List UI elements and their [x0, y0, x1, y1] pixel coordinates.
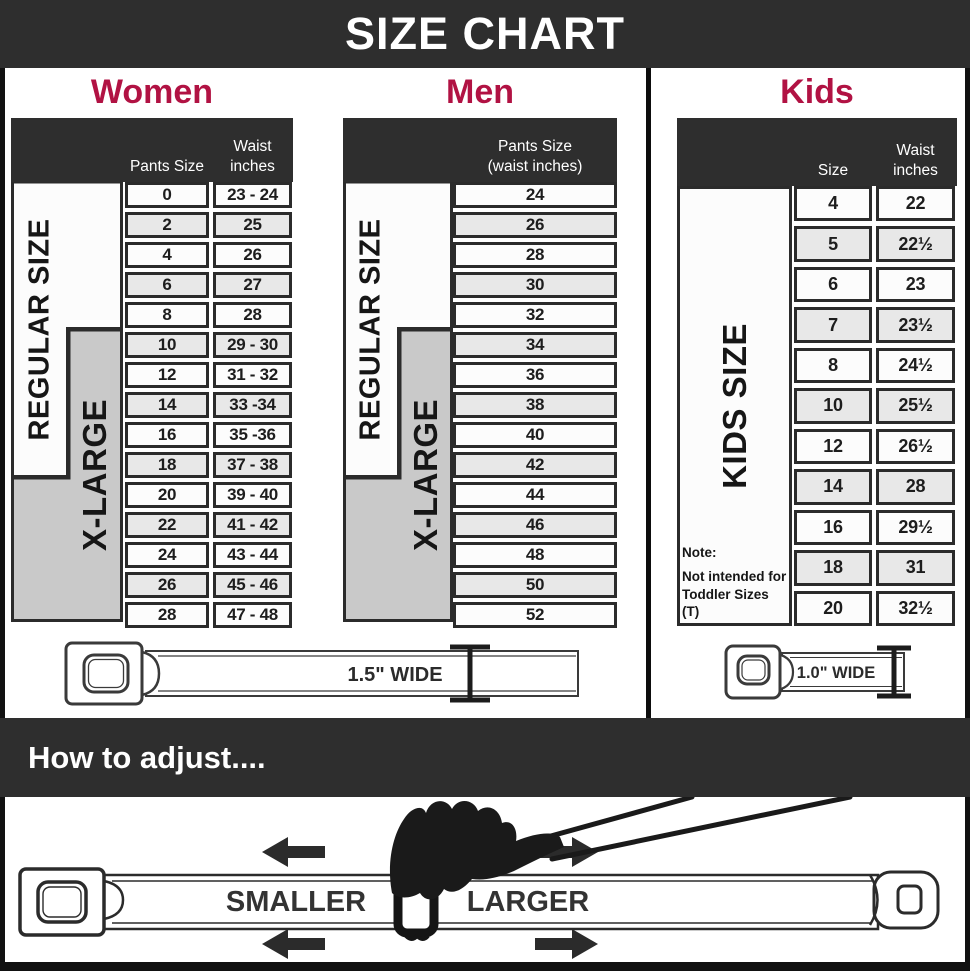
- table-cell: 18: [125, 452, 209, 478]
- women-pants-size-header: Pants Size: [129, 157, 205, 175]
- table-cell: 26: [453, 212, 617, 238]
- kids-size-column: [794, 186, 872, 626]
- kids-waist-column: [876, 186, 955, 626]
- table-cell: 22: [876, 186, 955, 221]
- table-cell: 52: [453, 602, 617, 628]
- belt-tip-hole: [898, 886, 921, 913]
- women-table-header: [11, 118, 293, 182]
- table-cell: 46: [453, 512, 617, 538]
- table-cell: 20: [125, 482, 209, 508]
- table-cell: 36: [453, 362, 617, 388]
- adult-belt-illustration: [58, 640, 592, 710]
- women-x-large-label: X-LARGE: [76, 399, 113, 551]
- men-pants-size-column: [453, 182, 617, 622]
- men-size-group-shapes: [343, 182, 453, 622]
- kids-waist-header: Waist inches: [893, 142, 938, 179]
- men-pants-size-header: Pants Size (waist inches): [487, 138, 583, 175]
- table-cell: 26: [125, 572, 209, 598]
- table-cell: 14: [125, 392, 209, 418]
- table-cell: 47 - 48: [213, 602, 292, 628]
- table-cell: 26: [213, 242, 292, 268]
- table-cell: 20: [794, 591, 872, 626]
- table-cell: 24½: [876, 348, 955, 383]
- table-cell: 31 - 32: [213, 362, 292, 388]
- table-cell: 23 - 24: [213, 182, 292, 208]
- table-cell: 38: [453, 392, 617, 418]
- kids-belt-width-label: 1.0" WIDE: [796, 664, 876, 682]
- kids-size-label: KIDS SIZE: [715, 323, 753, 489]
- section-title-kids: Kids: [780, 72, 854, 111]
- table-cell: 29½: [876, 510, 955, 545]
- frame-bottom-border: [0, 962, 970, 971]
- table-cell: 33 -34: [213, 392, 292, 418]
- table-cell: 8: [794, 348, 872, 383]
- table-cell: 24: [125, 542, 209, 568]
- adult-belt-width-label: 1.5" WIDE: [347, 664, 443, 686]
- title-banner: [0, 0, 970, 68]
- table-cell: 16: [125, 422, 209, 448]
- section-title-men: Men: [446, 72, 514, 111]
- table-cell: 18: [794, 550, 872, 585]
- women-pants-size-column: [125, 182, 209, 622]
- table-cell: 7: [794, 307, 872, 342]
- table-cell: 14: [794, 469, 872, 504]
- table-cell: 12: [794, 429, 872, 464]
- table-cell: 4: [125, 242, 209, 268]
- table-cell: 16: [794, 510, 872, 545]
- table-cell: 34: [453, 332, 617, 358]
- kids-note: Note: Not intended for Toddler Sizes (T): [682, 544, 787, 620]
- table-cell: 45 - 46: [213, 572, 292, 598]
- table-cell: 28: [876, 469, 955, 504]
- table-cell: 2: [125, 212, 209, 238]
- table-cell: 28: [213, 302, 292, 328]
- men-table-body: [343, 182, 617, 622]
- table-cell: 24: [453, 182, 617, 208]
- table-cell: 23: [876, 267, 955, 302]
- women-waist-column: [213, 182, 292, 622]
- table-cell: 28: [453, 242, 617, 268]
- kids-size-table: [677, 118, 957, 626]
- page-title: SIZE CHART: [345, 8, 625, 59]
- table-cell: 10: [125, 332, 209, 358]
- table-cell: 8: [125, 302, 209, 328]
- men-regular-size-label: REGULAR SIZE: [354, 218, 387, 441]
- table-cell: 39 - 40: [213, 482, 292, 508]
- table-cell: 35 -36: [213, 422, 292, 448]
- table-cell: 44: [453, 482, 617, 508]
- larger-label: LARGER: [466, 886, 590, 918]
- table-cell: 50: [453, 572, 617, 598]
- table-cell: 43 - 44: [213, 542, 292, 568]
- table-cell: 27: [213, 272, 292, 298]
- table-cell: 37 - 38: [213, 452, 292, 478]
- kids-table-body: [677, 186, 957, 626]
- table-cell: 0: [125, 182, 209, 208]
- women-table-body: [11, 182, 293, 622]
- kids-size-header: Size: [817, 161, 849, 179]
- table-cell: 40: [453, 422, 617, 448]
- table-cell: 26½: [876, 429, 955, 464]
- adjust-illustration: [0, 797, 970, 962]
- women-size-group-shapes: [11, 182, 123, 622]
- smaller-label: SMALLER: [225, 886, 367, 918]
- women-regular-size-label: REGULAR SIZE: [23, 218, 55, 441]
- table-cell: 28: [125, 602, 209, 628]
- table-cell: 22: [125, 512, 209, 538]
- table-cell: 31: [876, 550, 955, 585]
- table-cell: 41 - 42: [213, 512, 292, 538]
- kids-table-header: [677, 118, 957, 186]
- table-cell: 22½: [876, 226, 955, 261]
- men-x-large-label: X-LARGE: [406, 399, 444, 551]
- men-table-header: [343, 118, 617, 182]
- table-cell: 6: [125, 272, 209, 298]
- kids-belt-illustration: [720, 644, 940, 704]
- men-kids-divider: [646, 68, 651, 718]
- table-cell: 6: [794, 267, 872, 302]
- women-size-table: [11, 118, 293, 622]
- table-cell: 10: [794, 388, 872, 423]
- how-to-adjust-title: How to adjust....: [28, 739, 266, 775]
- table-cell: 25: [213, 212, 292, 238]
- table-cell: 5: [794, 226, 872, 261]
- women-waist-header: Waist inches: [230, 138, 275, 175]
- table-cell: 29 - 30: [213, 332, 292, 358]
- table-cell: 4: [794, 186, 872, 221]
- table-cell: 12: [125, 362, 209, 388]
- table-cell: 23½: [876, 307, 955, 342]
- men-size-table: [343, 118, 617, 622]
- table-cell: 32½: [876, 591, 955, 626]
- section-title-women: Women: [90, 72, 214, 111]
- table-cell: 25½: [876, 388, 955, 423]
- table-cell: 48: [453, 542, 617, 568]
- table-cell: 30: [453, 272, 617, 298]
- how-to-adjust-band: [0, 718, 970, 797]
- table-cell: 32: [453, 302, 617, 328]
- table-cell: 42: [453, 452, 617, 478]
